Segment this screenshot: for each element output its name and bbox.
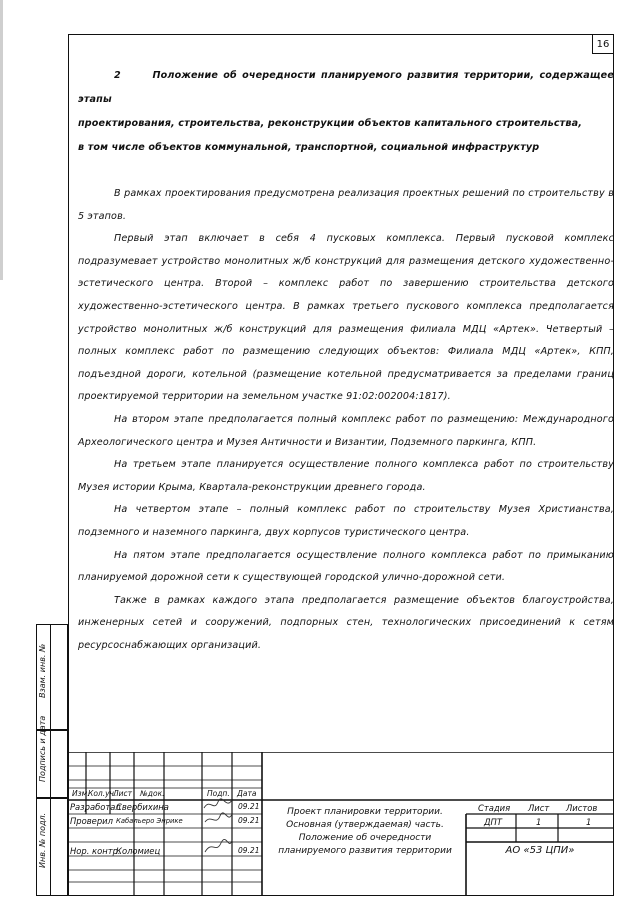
section-heading [78,64,614,160]
tb-role-razrabotal: Разработал [70,802,121,812]
side-label-inv: Инв. № подл. [38,812,47,868]
heading-number: 2 [114,70,121,81]
tb-stage-header: Стадия [478,803,511,813]
scan-edge [0,0,3,280]
tb-role-proveril: Проверил [70,816,113,826]
tb-header-podp: Подп. [207,789,230,798]
heading-line-1 [78,64,614,112]
tb-organization: АО «53 ЦПИ» [505,845,575,856]
tb-name-normcontrol: Коломиец [116,846,161,856]
heading-text-1: Положение об очередности планируемого развития территории, содержащее этапы [78,70,614,105]
side-divider [50,624,51,896]
tb-date-normcontrol: 09.21 [238,846,260,855]
side-label-vzam: Взам. инв. № [38,643,47,698]
tb-date-proveril: 09.21 [238,816,260,825]
paragraph: На четвертом этапе – полный комплекс работ по строительству Музея Христианства, подземного и наземного паркинга, двух корпусов туристического центра. [78,504,614,538]
tb-sheet-value: 1 [536,817,542,827]
paragraph: Также в рамках каждого этапа предполагается размещение объектов благоустройства, инженерных сетей и сооружений, подпорных стен, технологических присоединений к сетям ресурсоснабжающих организаций. [78,594,614,651]
tb-sheets-value: 1 [586,817,592,827]
paragraph: На третьем этапе планируется осуществление полного комплекса работ по строительству Музея истории Крыма, Квартала-реконструкции древнего города. [78,459,614,493]
paragraph: На пятом этапе предполагается осуществление полного комплекса работ по примыканию планируемой дорожной сети к существующей городской улично-дорожной сети. [78,549,614,584]
tb-header-data: Дата [237,789,257,798]
tb-stage-value: ДПТ [484,817,502,827]
tb-header-ndok: №док. [140,789,165,798]
tb-date-razrabotal: 09.21 [238,802,260,811]
page-number: 16 [592,34,614,54]
tb-description-line: Положение об очередности [298,833,432,843]
heading-line-2: проектирования, строительства, реконструкции объектов капитального строительства, [78,118,583,129]
tb-sheet-header: Лист [528,803,550,813]
tb-name-razrabotal: Свербихина [116,802,169,812]
paragraph: На втором этапе предполагается полный комплекс работ по размещению: Международного Археологического центра и Музея Античности и Византии, Подземного паркинга, КПП. [78,413,614,448]
tb-role-normcontrol: Нор. контр. [70,846,121,856]
tb-header-list: Лист [113,789,133,798]
paragraph: В рамках проектирования предусмотрена реализация проектных решений по строительству в 5 этапов. [78,188,614,222]
signatures [202,796,234,860]
side-label-podpis: Подпись и дата [38,715,47,782]
tb-sheets-header: Листов [566,803,598,813]
tb-description [262,806,468,858]
tb-description-line: Основная (утверждаемая) часть. [286,820,444,830]
tb-name-proveril: Кабальеро Энрике [116,817,183,825]
document-body [78,64,614,657]
paragraph: Первый этап включает в себя 4 пусковых комплекса. Первый пусковой комплекс подразумевает устройство монолитных ж/б конструкций для размещения детского художественно-эстетического центра. Второй – комплекс работ по завершению строительства детского художественно-эстетического центра. В рамках третьего пускового комплекса предполагается устройство монолитных ж/б конструкций для размещения филиала МДЦ «Артек». Четвертый – полных комплекс работ по размещению следующих объектов: Филиала МДЦ «Артек», КПП, подъездной дороги, котельной (размещение котельной предусматривается за пределами границ проектируемой территории на земельном участке 91:02:002004:1817). [78,233,614,403]
tb-header-koluch: Кол.уч. [88,789,117,798]
tb-description-line: планируемого развития территории [278,846,452,856]
tb-description-line: Проект планировки территории. [287,807,443,817]
heading-line-3: в том числе объектов коммунальной, транспортной, социальной инфраструктур [78,142,540,153]
tb-header-izm: Изм. [72,789,90,798]
